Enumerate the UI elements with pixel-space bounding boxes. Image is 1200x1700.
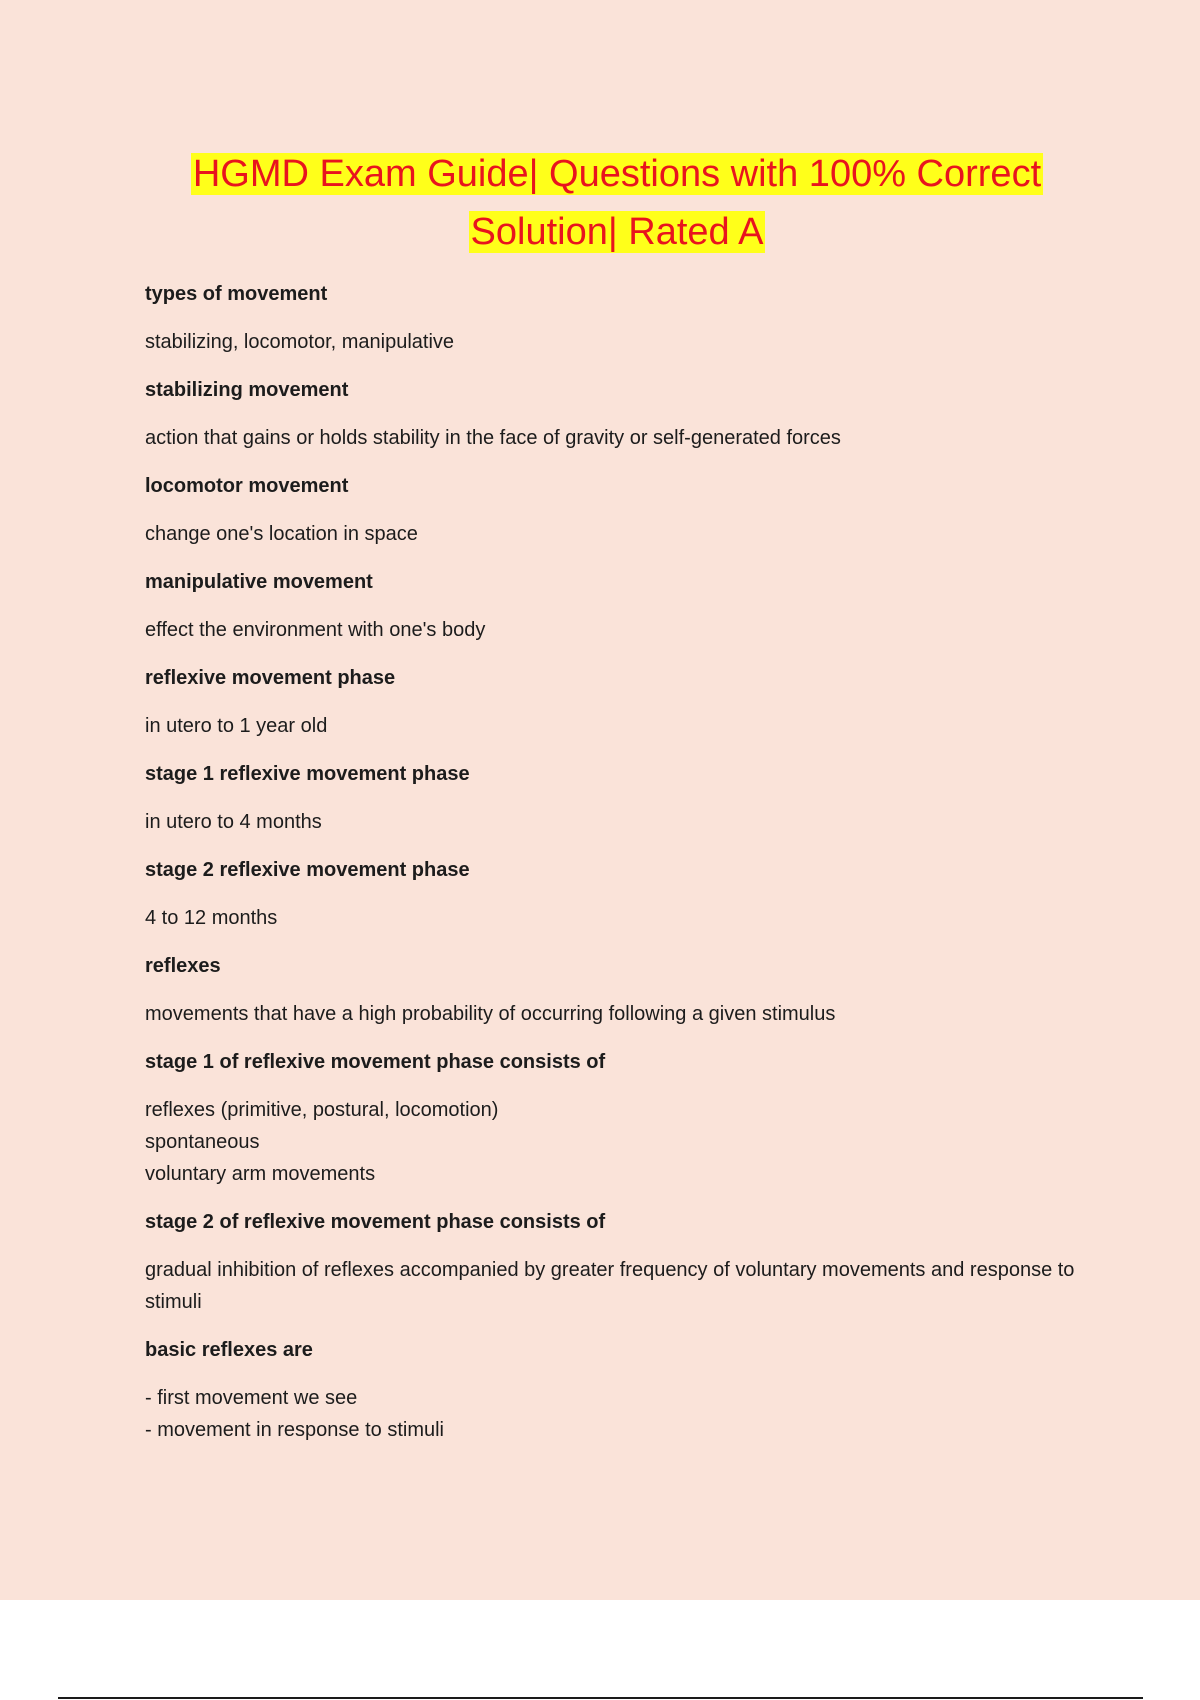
answer: effect the environment with one's body xyxy=(145,619,486,641)
question: reflexive movement phase xyxy=(145,667,396,689)
question: types of movement xyxy=(145,283,328,305)
question: basic reflexes are xyxy=(145,1339,313,1361)
question: stage 1 of reflexive movement phase consists of xyxy=(145,1051,606,1073)
document-title xyxy=(0,145,1200,261)
answer: in utero to 1 year old xyxy=(145,715,328,737)
question: manipulative movement xyxy=(145,571,373,593)
answer: action that gains or holds stability in the face of gravity or self-generated forces xyxy=(145,427,841,449)
answer: reflexes (primitive, postural, locomotion) spontaneous voluntary arm movements xyxy=(145,1099,499,1185)
question: stage 1 reflexive movement phase xyxy=(145,763,470,785)
title-line-1: HGMD Exam Guide| Questions with 100% Correct xyxy=(192,153,1042,195)
answer: 4 to 12 months xyxy=(145,907,278,929)
answer: in utero to 4 months xyxy=(145,811,322,833)
answer: stabilizing, locomotor, manipulative xyxy=(145,331,455,353)
question: locomotor movement xyxy=(145,475,349,497)
footer-divider xyxy=(58,1697,1143,1699)
title-line-2: Solution| Rated A xyxy=(470,211,764,253)
answer: change one's location in space xyxy=(145,523,418,545)
answer: gradual inhibition of reflexes accompanied by greater frequency of voluntary movements and response to stimuli xyxy=(145,1259,1075,1313)
question: stage 2 reflexive movement phase xyxy=(145,859,470,881)
qa-list xyxy=(145,278,1095,1462)
question: stage 2 of reflexive movement phase consists of xyxy=(145,1211,606,1233)
question: reflexes xyxy=(145,955,221,977)
question: stabilizing movement xyxy=(145,379,349,401)
answer: movements that have a high probability of occurring following a given stimulus xyxy=(145,1003,836,1025)
answer: - first movement we see - movement in response to stimuli xyxy=(145,1387,445,1441)
